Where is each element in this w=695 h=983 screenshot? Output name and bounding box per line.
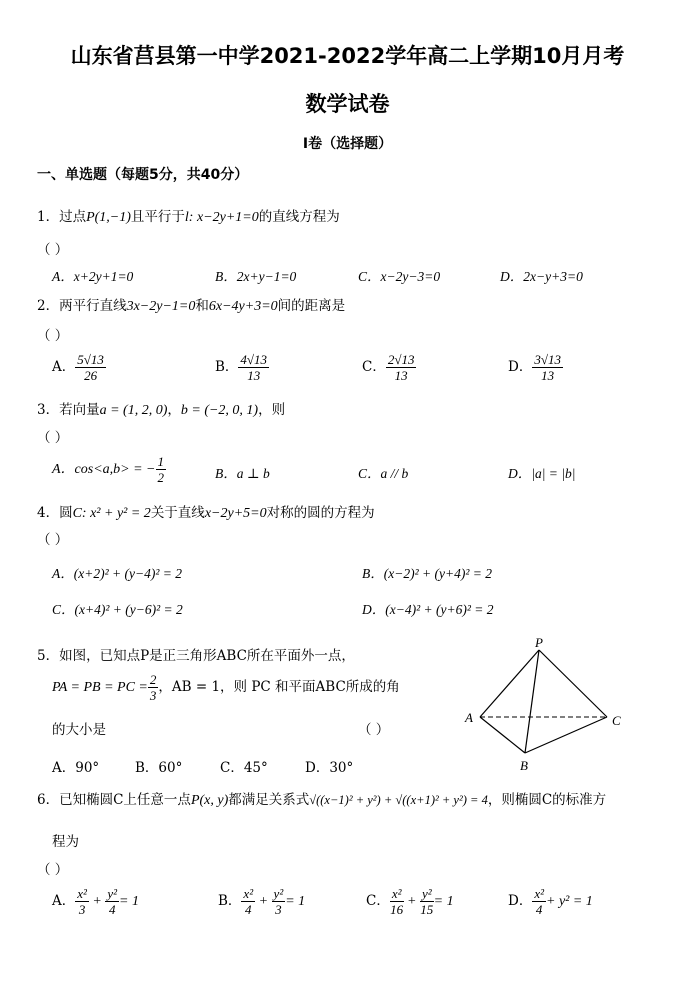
option-b	[215, 352, 269, 383]
question-1	[37, 205, 340, 226]
tetrahedron-figure	[455, 630, 635, 778]
option-c: C．45°	[220, 760, 268, 776]
fraction-numerator: 1	[157, 454, 165, 469]
fraction-x	[532, 886, 546, 917]
option-a	[52, 352, 106, 383]
volume-heading: I卷（选择题）	[302, 136, 393, 152]
question-number: 4．	[37, 505, 60, 521]
option-a	[52, 454, 166, 485]
fraction-denominator: 4	[108, 902, 116, 917]
option-b: B．(x−2)² + (y+4)² = 2	[362, 566, 492, 581]
question-3	[37, 398, 285, 419]
option-d	[508, 352, 563, 383]
equation-rest: = 1	[433, 894, 454, 909]
fraction-y	[420, 886, 434, 917]
vector-a: a = (1, 2, 0)	[99, 403, 168, 418]
math-point: P(x, y)	[190, 793, 229, 808]
fraction	[386, 352, 417, 383]
option-letter: C．	[366, 893, 390, 909]
fraction-denominator: 26	[84, 368, 98, 383]
question-2	[37, 294, 345, 315]
fraction	[148, 672, 159, 703]
fraction	[532, 352, 563, 383]
question-text: 和	[195, 298, 209, 314]
option-letter: B．	[215, 359, 239, 375]
answer-paren: （ ）	[358, 722, 390, 738]
fraction-y	[272, 886, 286, 917]
question-text: 关于直线	[150, 505, 205, 521]
question-text: 都满足关系式	[228, 792, 310, 808]
label-b: B	[520, 758, 528, 773]
fraction-denominator: 3	[149, 688, 157, 703]
option-a: A．x+2y+1=0	[52, 269, 134, 284]
question-6	[37, 788, 606, 809]
option-d: D．2x−y+3=0	[500, 269, 583, 284]
question-text: 程为	[52, 834, 79, 850]
fraction-x	[75, 886, 89, 917]
option-letter: A．	[52, 359, 76, 375]
fraction-numerator: x²	[391, 886, 402, 901]
edge-pc	[539, 650, 607, 717]
question-number: 5．	[37, 648, 60, 664]
question-text: ，则	[258, 402, 286, 418]
math-line: x−2y+5=0	[204, 506, 267, 521]
fraction-denominator: 3	[78, 902, 86, 917]
option-a: A．(x+2)² + (y−4)² = 2	[52, 566, 182, 581]
question-text: 如图，已知点P是正三角形ABC所在平面外一点，	[59, 648, 355, 664]
option-b: B．a ⊥ b	[215, 466, 270, 481]
option-c: C．(x+4)² + (y−6)² = 2	[52, 602, 183, 617]
question-text: ，则椭圆C的标准方	[487, 792, 607, 808]
fraction-denominator: 13	[541, 368, 555, 383]
fraction	[75, 352, 106, 383]
math-circle: C: x² + y² = 2	[72, 506, 151, 521]
fraction-numerator: 3√13	[534, 352, 561, 367]
equation-rest: + y² = 1	[546, 894, 593, 909]
question-text: 两平行直线	[59, 298, 127, 314]
answer-paren: （ ）	[37, 328, 69, 344]
fraction-numerator: y²	[107, 886, 118, 901]
fraction-denominator: 4	[245, 902, 252, 917]
fraction	[238, 352, 269, 383]
plus-sign: +	[255, 894, 272, 909]
option-b	[218, 886, 305, 917]
fraction-numerator: y²	[421, 886, 432, 901]
option-letter: D．	[508, 359, 533, 375]
question-4	[37, 501, 375, 522]
question-number: 1．	[37, 209, 60, 225]
fraction-x	[390, 886, 404, 917]
question-text: 且平行于	[130, 209, 185, 225]
question-text: ，AB = 1，则 PC 和平面ABC所成的角	[158, 679, 400, 695]
question-text: 间的距离是	[277, 298, 346, 314]
label-a: A	[465, 710, 473, 725]
option-c: C．x−2y−3=0	[358, 269, 441, 284]
fraction-numerator: x²	[243, 886, 254, 901]
section-heading: 一、单选题（每题5分，共40分）	[37, 167, 249, 183]
option-letter: A．	[52, 893, 76, 909]
edge-bc	[525, 717, 607, 753]
math-line-1: 3x−2y−1=0	[126, 299, 196, 314]
question-text: 的直线方程为	[258, 209, 340, 225]
vector-b: b = (−2, 0, 1)	[180, 403, 259, 418]
option-a	[52, 886, 139, 917]
question-text: 的大小是	[52, 722, 106, 738]
question-text: 若向量	[59, 402, 100, 418]
exam-subject: 数学试卷	[305, 92, 390, 116]
fraction-denominator: 13	[247, 368, 261, 383]
math-expression: √((x−1)² + y²) + √((x+1)² + y²) = 4	[309, 793, 488, 807]
option-d: D．30°	[305, 760, 354, 776]
label-p: P	[535, 635, 543, 650]
fraction-denominator: 4	[535, 902, 543, 917]
edge-pa	[480, 650, 539, 717]
fraction-x	[241, 886, 255, 917]
question-number: 2．	[37, 298, 60, 314]
fraction-denominator: 13	[394, 368, 408, 383]
edge-ab	[480, 717, 525, 753]
question-5	[37, 644, 355, 664]
answer-paren: （ ）	[37, 242, 69, 258]
label-c: C	[612, 713, 621, 728]
fraction	[156, 454, 167, 485]
question-text: 圆	[59, 505, 73, 521]
option-letter: D．	[508, 893, 533, 909]
option-d: D．|a| = |b|	[508, 466, 576, 481]
question-5-condition	[52, 672, 400, 703]
fraction-denominator: 16	[390, 902, 404, 917]
fraction-numerator: 2	[149, 672, 157, 687]
exam-title: 山东省莒县第一中学2021-2022学年高二上学期10月月考	[70, 44, 625, 68]
separator: ，	[167, 402, 181, 418]
equation-rest: = 1	[285, 894, 306, 909]
fraction-numerator: 5√13	[77, 352, 104, 367]
option-letter: C．	[362, 359, 386, 375]
option-d	[508, 886, 593, 917]
math-point: P(1,−1)	[86, 210, 131, 225]
option-text: A．cos<a,b> = −	[52, 462, 156, 477]
option-c	[362, 352, 416, 383]
edge-pb	[525, 650, 539, 753]
fraction-denominator: 2	[157, 470, 165, 485]
question-number: 3．	[37, 402, 60, 418]
answer-paren: （ ）	[37, 430, 69, 446]
question-text: 已知椭圆C上任意一点	[59, 792, 191, 808]
math-line: l: x−2y+1=0	[184, 210, 259, 225]
option-b: B．60°	[135, 760, 183, 776]
question-text: 对称的圆的方程为	[266, 505, 375, 521]
fraction-numerator: x²	[77, 886, 87, 901]
plus-sign: +	[88, 894, 106, 909]
equation-rest: = 1	[119, 894, 139, 909]
math-equal-edges: PA = PB = PC =	[52, 680, 148, 695]
fraction-numerator: 2√13	[387, 352, 415, 367]
fraction-numerator: x²	[534, 886, 544, 901]
question-text: 过点	[59, 209, 87, 225]
question-number: 6．	[37, 792, 60, 808]
option-c	[366, 886, 454, 917]
fraction-y	[105, 886, 119, 917]
fraction-numerator: 4√13	[240, 352, 268, 367]
option-letter: B．	[218, 893, 242, 909]
plus-sign: +	[403, 894, 420, 909]
option-a: A．90°	[52, 760, 100, 776]
math-line-2: 6x−4y+3=0	[208, 299, 278, 314]
option-c: C．a // b	[358, 466, 409, 481]
option-d: D．(x−4)² + (y+6)² = 2	[362, 602, 494, 617]
fraction-denominator: 3	[275, 902, 282, 917]
option-b: B．2x+y−1=0	[215, 269, 297, 284]
answer-paren: （ ）	[37, 532, 69, 548]
fraction-numerator: y²	[273, 886, 284, 901]
answer-paren: （ ）	[37, 862, 69, 878]
fraction-denominator: 15	[420, 902, 434, 917]
